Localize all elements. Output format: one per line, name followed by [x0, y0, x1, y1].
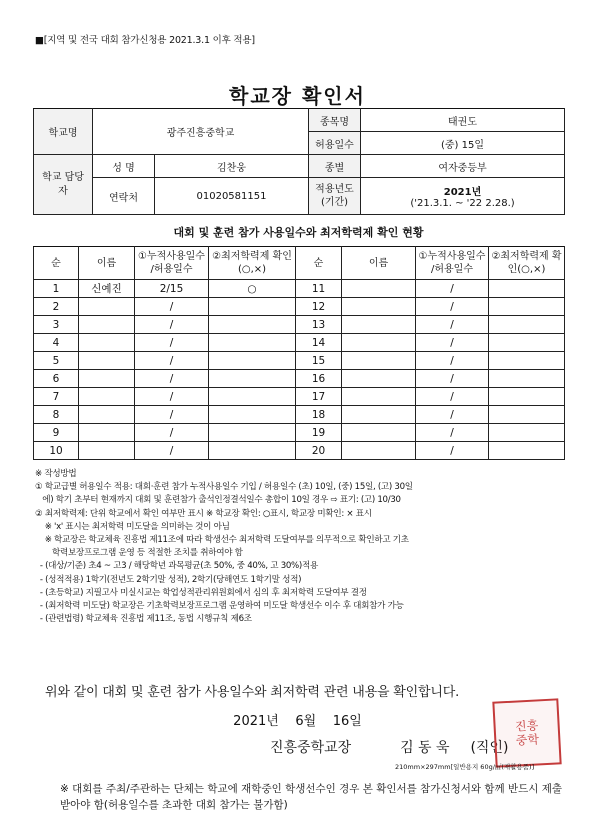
cell-academic	[489, 442, 565, 460]
instruction-line: 학력보장프로그램 운영 등 적절한 조치를 취하여야 함	[35, 548, 243, 559]
instruction-line: - (최저학력 미도달) 학교장은 기초학력보장프로그램 운영하여 미도달 학생선수 이수 후 대회참가 가능	[35, 601, 404, 612]
cell-academic	[209, 406, 296, 424]
instruction-line: - (대상/기준) 초4 ~ 고3 / 해당학년 과목평균(초 50%, 중 40%, 고 30%)적용	[35, 561, 318, 572]
instruction-line: - (초등학교) 지필고사 미실시교는 학업성적관리위원회에서 심의 후 최저학력 도달여부 결정	[35, 587, 367, 598]
allowed-days-label: 허용일수	[309, 132, 361, 155]
cell-name	[342, 406, 416, 424]
cell-name	[79, 334, 135, 352]
cell-days: /	[135, 352, 209, 370]
allowed-days-value: (중) 15일	[361, 132, 565, 155]
cell-academic	[489, 406, 565, 424]
roster-body	[34, 280, 565, 460]
name-value: 김찬웅	[155, 155, 309, 178]
col-academic: ②최저학력제 확인(○,×)	[209, 247, 296, 280]
cell-academic	[489, 280, 565, 298]
cell-no: 8	[34, 406, 79, 424]
cell-no: 5	[34, 352, 79, 370]
cell-academic	[489, 298, 565, 316]
cell-name	[342, 280, 416, 298]
table-row	[34, 370, 565, 388]
cell-no: 12	[296, 298, 342, 316]
category-value: 여자중등부	[361, 155, 565, 178]
cell-days: /	[416, 424, 489, 442]
contact-label: 연락처	[93, 178, 155, 215]
cell-days: /	[416, 352, 489, 370]
instruction-line: ※ 작성방법	[35, 469, 77, 479]
category-label: 종별	[309, 155, 361, 178]
instruction-line: 에) 학기 초부터 현재까지 대회 및 훈련참가 출석인정결석일수 총합이 10일 경우 ⇨ 표기: (고) 10/30	[35, 495, 401, 506]
cell-no: 3	[34, 316, 79, 334]
cell-name	[342, 352, 416, 370]
cell-no: 17	[296, 388, 342, 406]
cell-academic	[209, 334, 296, 352]
roster-table	[33, 246, 565, 460]
cell-academic	[209, 352, 296, 370]
cell-name	[79, 406, 135, 424]
school-label: 학교명	[34, 109, 93, 155]
contact-value: 01020581151	[155, 178, 309, 215]
cell-academic	[209, 424, 296, 442]
table-row	[34, 406, 565, 424]
cell-name	[79, 424, 135, 442]
cell-days: /	[416, 388, 489, 406]
cell-academic	[209, 442, 296, 460]
confirmation-text: 위와 같이 대회 및 훈련 참가 사용일수와 최저학력 관련 내용을 확인합니다.	[45, 685, 459, 700]
cell-no: 14	[296, 334, 342, 352]
year-cell	[361, 178, 565, 215]
cell-days: /	[416, 406, 489, 424]
sport-value: 태권도	[361, 109, 565, 132]
cell-name	[79, 388, 135, 406]
cell-academic	[489, 388, 565, 406]
signature-line	[270, 737, 508, 757]
cell-academic	[209, 298, 296, 316]
cell-academic	[489, 424, 565, 442]
cell-name: 신예진	[79, 280, 135, 298]
col-no: 순	[34, 247, 79, 280]
cell-days: /	[135, 442, 209, 460]
sport-label: 종목명	[309, 109, 361, 132]
cell-name	[342, 316, 416, 334]
footnote: ※ 대회를 주최/주관하는 단체는 학교에 재학중인 학생선수인 경우 본 확인서를 참가신청서와 함께 반드시 제출받아야 함(허용일수를 초과한 대회 참가는 불가함)	[60, 783, 563, 811]
name-label: 성 명	[93, 155, 155, 178]
cell-no: 9	[34, 424, 79, 442]
cell-no: 15	[296, 352, 342, 370]
issue-date: 2021년 6월 16일	[233, 714, 362, 729]
col-days: ①누적사용일수 /허용일수	[416, 247, 489, 280]
cell-no: 10	[34, 442, 79, 460]
cell-days: /	[416, 370, 489, 388]
instruction-line: ① 학교급별 허용일수 적용: 대회·훈련 참가 누적사용일수 기입 / 허용일수 (초) 10일, (중) 15일, (고) 30일	[35, 482, 413, 493]
cell-no: 6	[34, 370, 79, 388]
col-academic: ②최저학력제 확인(○,×)	[489, 247, 565, 280]
cell-no: 13	[296, 316, 342, 334]
col-no: 순	[296, 247, 342, 280]
cell-name	[79, 352, 135, 370]
seal-label: (직인)	[470, 740, 509, 756]
section-title: 대회 및 훈련 참가 사용일수와 최저학력제 확인 현황	[173, 226, 424, 239]
cell-name	[342, 442, 416, 460]
instruction-line: ※ 'x' 표시는 최저학력 미도달을 의미하는 것이 아님	[35, 521, 230, 532]
cell-no: 11	[296, 280, 342, 298]
cell-name	[79, 370, 135, 388]
cell-academic	[489, 334, 565, 352]
instruction-line: ※ 학교장은 학교체육 진흥법 제11조에 따라 학생선수 최저학력 도달여부를 의무적으로 확인하고 기초	[35, 535, 409, 546]
table-row	[34, 316, 565, 334]
cell-no: 19	[296, 424, 342, 442]
cell-days: /	[416, 442, 489, 460]
cell-days: 2/15	[135, 280, 209, 298]
cell-days: /	[135, 388, 209, 406]
table-row	[34, 334, 565, 352]
cell-no: 16	[296, 370, 342, 388]
principal-name: 김 동 욱	[400, 740, 450, 756]
table-row	[34, 280, 565, 298]
cell-academic	[489, 352, 565, 370]
cell-name	[342, 424, 416, 442]
cell-days: /	[416, 298, 489, 316]
officer-label: 학교 담당자	[34, 155, 93, 215]
header-note: ■[지역 및 전국 대회 참가신청용 2021.3.1 이후 적용]	[35, 35, 255, 46]
cell-days: /	[135, 334, 209, 352]
instruction-line: - (성적적용) 1학기(전년도 2학기말 성적), 2학기(당해연도 1학기말 성적)	[35, 574, 302, 585]
year-value: 2021년	[443, 187, 482, 198]
col-name: 이름	[79, 247, 135, 280]
page-title: 학교장 확인서	[229, 84, 366, 108]
cell-no: 7	[34, 388, 79, 406]
table-row	[34, 388, 565, 406]
info-table	[33, 108, 565, 215]
official-seal: 진흥 중학	[492, 698, 561, 767]
cell-name	[342, 370, 416, 388]
cell-days: /	[416, 334, 489, 352]
cell-academic	[209, 316, 296, 334]
cell-days: /	[135, 298, 209, 316]
cell-days: /	[135, 424, 209, 442]
school-value: 광주진흥중학교	[93, 109, 309, 155]
cell-name	[342, 298, 416, 316]
cell-academic	[489, 316, 565, 334]
table-row	[34, 442, 565, 460]
cell-no: 2	[34, 298, 79, 316]
col-name: 이름	[342, 247, 416, 280]
cell-days: /	[135, 370, 209, 388]
table-row	[34, 352, 565, 370]
instruction-line: ② 최저학력제: 단위 학교에서 확인 여부만 표시 ※ 학교장 확인: ○표시, 학교장 미확인: × 표시	[35, 508, 372, 519]
cell-no: 20	[296, 442, 342, 460]
cell-days: /	[416, 280, 489, 298]
cell-no: 4	[34, 334, 79, 352]
cell-no: 18	[296, 406, 342, 424]
cell-name	[79, 442, 135, 460]
cell-name	[342, 388, 416, 406]
cell-academic	[209, 370, 296, 388]
cell-days: /	[135, 316, 209, 334]
cell-days: /	[416, 316, 489, 334]
cell-academic	[489, 370, 565, 388]
cell-academic: ○	[209, 280, 296, 298]
cell-name	[342, 334, 416, 352]
cell-name	[79, 298, 135, 316]
cell-name	[79, 316, 135, 334]
year-label: 적용년도 (기간)	[309, 178, 361, 215]
cell-days: /	[135, 406, 209, 424]
cell-academic	[209, 388, 296, 406]
table-row	[34, 424, 565, 442]
principal-org: 진흥중학교장	[270, 740, 352, 756]
paper-spec: 210mm×297mm[일반용지 60g/㎡(재활용품)]	[395, 763, 535, 771]
year-range: ('21.3.1. ~ '22 2.28.)	[410, 198, 515, 209]
table-row	[34, 298, 565, 316]
col-days: ①누적사용일수 /허용일수	[135, 247, 209, 280]
instructions	[35, 468, 565, 626]
cell-no: 1	[34, 280, 79, 298]
instruction-line: - (관련법령) 학교체육 진흥법 제11조, 동법 시행규칙 제6조	[35, 614, 252, 625]
